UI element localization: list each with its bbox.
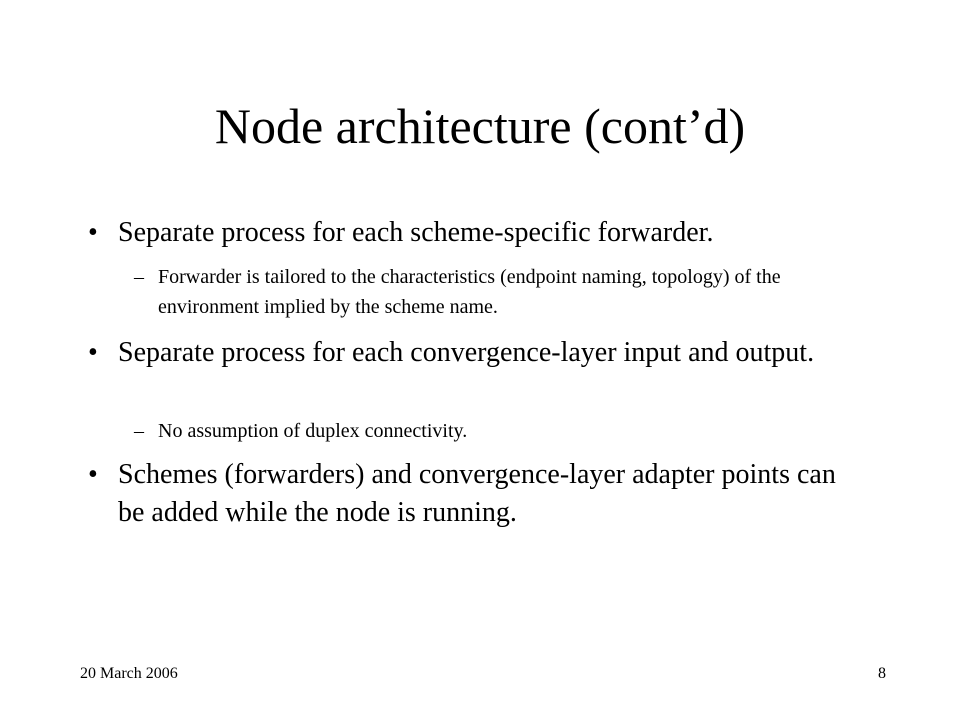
bullet-item <box>0 214 960 254</box>
bullet-marker: • <box>88 337 98 368</box>
sub-bullet-text: Forwarder is tailored to the characteristics (endpoint naming, topology) of the environment implied by the scheme name. <box>158 266 781 318</box>
sub-bullet-marker: – <box>134 420 144 442</box>
page-number: 8 <box>878 665 886 682</box>
bullet-text: Separate process for each scheme-specific forwarder. <box>118 217 714 248</box>
slide-title: Node architecture (cont’d) <box>214 98 746 154</box>
sub-bullet-marker: – <box>134 266 144 288</box>
bullet-text: Separate process for each convergence-layer input and output. <box>118 337 815 368</box>
bullet-marker: • <box>88 459 98 490</box>
bullet-item <box>0 334 960 414</box>
bullet-text: Schemes (forwarders) and convergence-layer adapter points can be added while the node is running. <box>118 459 836 528</box>
footer-date: 20 March 2006 <box>80 665 178 682</box>
bullet-marker: • <box>88 217 98 248</box>
sub-bullet-text: No assumption of duplex connectivity. <box>158 420 468 442</box>
sub-bullet-item <box>0 416 960 446</box>
bullet-item <box>0 456 960 536</box>
sub-bullet-item <box>0 262 960 322</box>
